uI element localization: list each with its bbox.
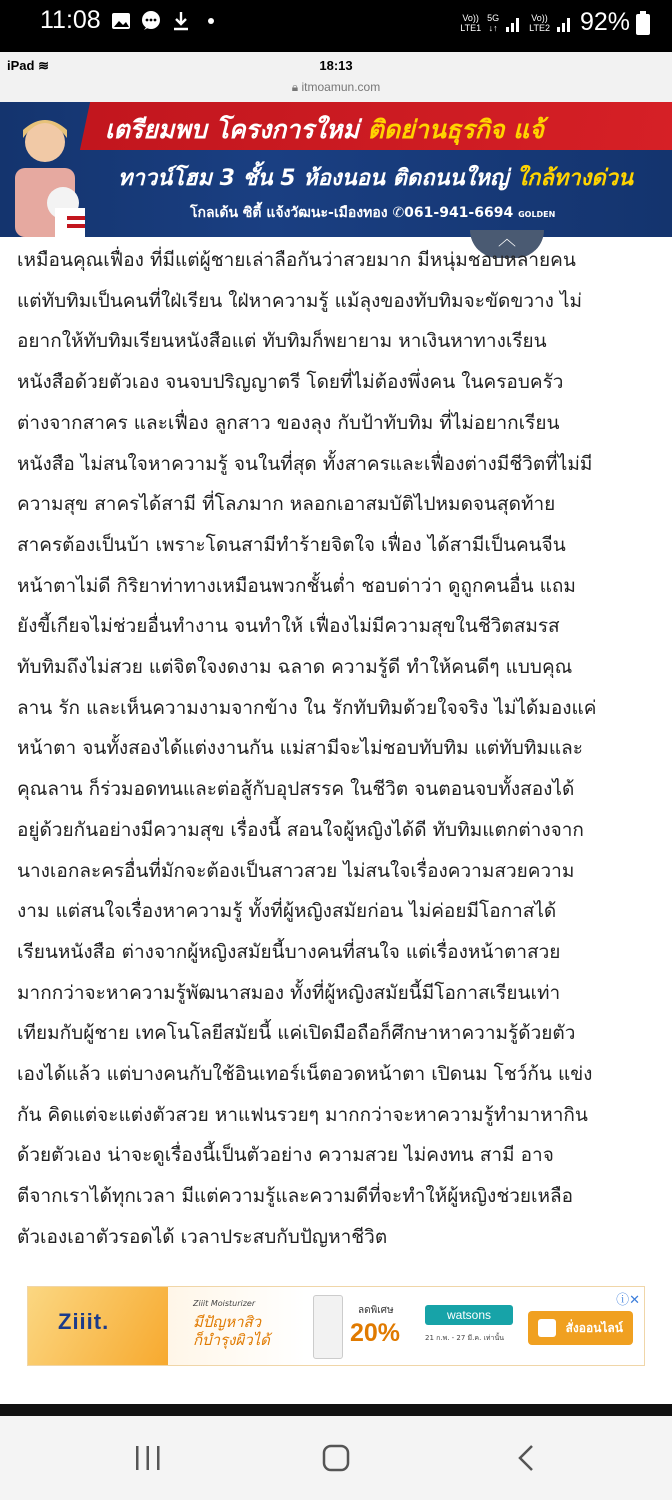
discount-value: 20% [350, 1319, 401, 1347]
article-line: ตีจากเราได้ทุกเวลา มีแต่ความรู้และความดีที่จะทำให้ผู้หญิงช่วยเหลือ [17, 1185, 574, 1208]
ipad-time: 18:13 [319, 58, 353, 73]
back-button[interactable] [496, 1436, 556, 1480]
cart-icon [538, 1319, 556, 1337]
article-body [17, 240, 657, 1258]
gallery-icon [110, 10, 132, 32]
ziiit-logo: Ziiit. [28, 1287, 168, 1366]
battery-icon [636, 11, 650, 35]
wifi-icon: ≋ [38, 58, 49, 73]
signal-icon [505, 13, 523, 33]
url-text: itmoamun.com [301, 80, 381, 94]
android-nav-bar [0, 1416, 672, 1500]
article-line: อยากให้ทับทิมเรียนหนังสือแต่ ทับทิมก็พยายาม หาเงินหาทางเรียน [17, 330, 547, 353]
chat-icon [140, 10, 162, 32]
bottom-banner-ad[interactable] [27, 1286, 645, 1366]
banner-contact: โกลเด้น ซิตี้ แจ้งวัฒนะ-เมืองทอง ✆061-941-6694 GOLDEN [190, 205, 556, 221]
page-bottom-divider [0, 1404, 672, 1416]
discount-label: ลดพิเศษ [358, 1305, 394, 1316]
status-bar [0, 0, 672, 52]
article-line: ความสุข สาครได้สามี ที่โลภมาก หลอกเอาสมบัติไปหมดจนสุดท้าย [17, 493, 556, 516]
recent-apps-icon [133, 1444, 163, 1472]
notification-icons [110, 10, 222, 32]
article-line: หน้าตาไม่ดี กิริยาท่าทางเหมือนพวกชั้นต่ำ ชอบด่าว่า ดูถูกคนอื่น แถม [17, 574, 576, 597]
shop-online-button[interactable]: สั่งออนไลน์ [528, 1311, 633, 1345]
lte2-indicator: Vo)) LTE2 [529, 12, 550, 33]
article-line: ด้วยตัวเอง น่าจะดูเรื่องนี้เป็นตัวอย่าง ความสวย ไม่คงทน สามี อาจ [17, 1144, 554, 1167]
download-icon [170, 10, 192, 32]
article-line: สาครต้องเป็นบ้า เพราะโดนสามีทำร้ายจิตใจ เฟื่อง ได้สามีเป็นคนจีน [17, 533, 566, 556]
lte1-indicator: Vo)) LTE1 [460, 12, 482, 33]
article-line: เหมือนคุณเฟื่อง ที่มีแต่ผู้ชายเล่าลือกันว่าสวยมาก มีหนุ่มชอบหลายคน [17, 249, 576, 271]
battery-level: 92% [579, 8, 630, 36]
home-button[interactable] [306, 1436, 366, 1480]
chevron-up-icon: ︿ [498, 229, 516, 250]
article-line: งาม แต่สนใจเรื่องหาความรู้ ทั้งที่ผู้หญิงสมัยก่อน ไม่ค่อยมีโอกาสได้ [17, 900, 557, 923]
article-line: ต่างจากสาคร และเฟื่อง ลูกสาว ของลุง กับป้าทับทิม ที่ไม่อยากเรียน [17, 411, 560, 434]
signal-icon-2 [556, 13, 574, 33]
article-line: เองได้แล้ว แต่บางคนกับใช้อินเทอร์เน็ตอวดหน้าตา เปิดนม โชว์ก้น แข่ง [17, 1063, 593, 1086]
status-right [460, 8, 650, 37]
recent-apps-button[interactable] [118, 1436, 178, 1480]
article-line: คุณลาน ก็ร่วมอดทนและต่อสู้กับอุปสรรค ในชีวิต จนตอนจบทั้งสองได้ [17, 778, 575, 801]
article-line: หน้าตา จนทั้งสองได้แต่งงานกัน แม่สามีจะไม่ชอบทับทิม แต่ทับทิมและ [17, 737, 583, 760]
article-line: หนังสือด้วยตัวเอง จนจบปริญญาตรี โดยที่ไม่ต้องพึ่งคน ในครอบครัว [17, 371, 564, 394]
home-icon [321, 1443, 351, 1473]
banner-subheadline: ทาวน์โฮม 3 ชั้น 5 ห้องนอน ติดถนนใหญ่ ใกล้ทางด่วน [118, 166, 634, 191]
5g-indicator: 5G ↓↑ [487, 12, 500, 33]
product-tube-image [313, 1295, 343, 1359]
article-line: หนังสือ ไม่สนใจหาความรู้ จนในที่สุด ทั้งสาครและเฟื่องต่างมีชีวิตที่ไม่มี [17, 452, 593, 475]
article-line: กัน คิดแต่จะแต่งตัวสวย หาแฟนรวยๆ มากกว่าจะหาความรู้ทำมาหากิน [17, 1103, 588, 1126]
device-label: iPad ≋ [7, 58, 49, 73]
dot-icon [200, 10, 222, 32]
article-line: นางเอกละครอื่นที่มักจะต้องเป็นสาวสวย ไม่สนใจเรื่องความสวยความ [17, 859, 575, 882]
article-line: ลาน รัก และเห็นความงามจากข้าง ใน รักทับทิมด้วยใจจริง ไม่ได้มองแค่ [17, 696, 597, 719]
article-line: อยู่ด้วยกันอย่างมีความสุข เรื่องนี้ สอนใจผู้หญิงได้ดี ทับทิมแตกต่างจาก [17, 818, 584, 841]
article-line: แต่ทับทิมเป็นคนที่ใฝ่เรียน ใฝ่หาความรู้ แม้ลุงของทับทิมจะขัดขวาง ไม่ [17, 289, 583, 312]
article-line: ตัวเองเอาตัวรอดได้ เวลาประสบกับปัญหาชีวิต [17, 1225, 388, 1248]
watsons-logo: watsons [425, 1305, 513, 1325]
ad-product-text: Ziiit Moisturizer มีปัญหาสิว ก็บำรุงผิวได้ [193, 1299, 270, 1349]
status-time: 11:08 [40, 6, 101, 34]
top-banner-ad[interactable] [0, 102, 672, 237]
article-line: ทับทิมถึงไม่สวย แต่จิตใจงดงาม ฉลาด ความรู้ดี ทำให้คนดีๆ แบบคุณ [17, 656, 573, 679]
article-line: เทียมกับผู้ชาย เทคโนโลยีสมัยนี้ แค่เปิดมือถือก็ศึกษาหาความรู้ด้วยตัว [17, 1022, 576, 1045]
article-line: มากกว่าจะหาความรู้พัฒนาสมอง ทั้งที่ผู้หญิงสมัยนี้มีโอกาสเรียนเท่า [17, 981, 561, 1004]
address-bar[interactable] [0, 80, 672, 95]
article-line: เรียนหนังสือ ต่างจากผู้หญิงสมัยนี้บางคนที่สนใจ แต่เรื่องหน้าตาสวย [17, 940, 561, 963]
ipad-status-bar [0, 52, 672, 102]
ad-dates: 21 ก.พ. - 27 มี.ค. เท่านั้น [425, 1334, 505, 1342]
banner-person-image [5, 108, 85, 237]
back-icon [514, 1443, 538, 1473]
article-line: ยังขี้เกียจไม่ช่วยอื่นทำงาน จนทำให้ เฟื่องไม่มีความสุขในชีวิตสมรส [17, 615, 560, 638]
lock-icon: 🔒︎ [291, 80, 299, 94]
banner-headline: เตรียมพบ โครงการใหม่ ติดย่านธุรกิจ แจ้ [105, 115, 544, 144]
adchoices-close-icon[interactable]: ⓘ✕ [616, 1293, 640, 1308]
